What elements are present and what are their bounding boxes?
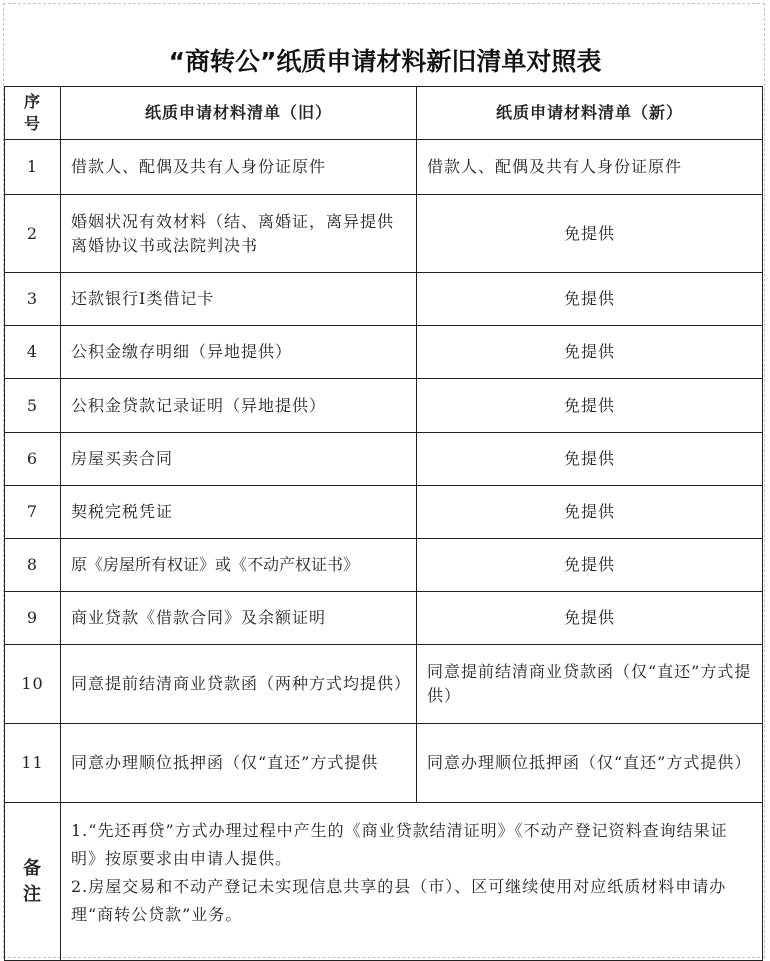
row-old: 同意提前结清商业贷款函（两种方式均提供） [61, 645, 417, 724]
table-row [5, 195, 763, 273]
header-new: 纸质申请材料清单（新） [417, 87, 763, 140]
row-new: 同意办理顺位抵押函（仅“直还”方式提供） [417, 724, 763, 803]
table-row [5, 140, 763, 195]
row-old: 婚姻状况有效材料（结、离婚证，离异提供离婚协议书或法院判决书 [61, 195, 417, 273]
row-old: 房屋买卖合同 [61, 433, 417, 486]
table-row [5, 273, 763, 326]
notes-label-line1: 备 [23, 857, 42, 879]
row-num: 7 [5, 486, 61, 539]
row-old: 公积金贷款记录证明（异地提供） [61, 379, 417, 433]
table-row [5, 539, 763, 592]
row-old: 契税完税凭证 [61, 486, 417, 539]
row-num: 11 [5, 724, 61, 803]
notes-label [5, 803, 61, 961]
table-row [5, 724, 763, 803]
row-num: 8 [5, 539, 61, 592]
header-seq [5, 87, 61, 140]
table-header-row [5, 87, 763, 140]
row-new: 免提供 [417, 592, 763, 645]
row-num: 10 [5, 645, 61, 724]
row-new: 免提供 [417, 195, 763, 273]
row-num: 2 [5, 195, 61, 273]
comparison-table [4, 86, 763, 961]
table-row [5, 592, 763, 645]
row-old: 还款银行Ⅰ类借记卡 [61, 273, 417, 326]
row-num: 5 [5, 379, 61, 433]
row-num: 4 [5, 326, 61, 379]
row-new: 免提供 [417, 326, 763, 379]
row-new: 免提供 [417, 539, 763, 592]
row-new: 免提供 [417, 486, 763, 539]
notes-label-line2: 注 [23, 883, 42, 905]
row-old: 原《房屋所有权证》或《不动产权证书》 [61, 539, 417, 592]
row-old: 借款人、配偶及共有人身份证原件 [61, 140, 417, 195]
row-old: 公积金缴存明细（异地提供） [61, 326, 417, 379]
table-row [5, 645, 763, 724]
row-num: 3 [5, 273, 61, 326]
row-old: 商业贷款《借款合同》及余额证明 [61, 592, 417, 645]
row-num: 1 [5, 140, 61, 195]
note-item-1: 1.“先还再贷”方式办理过程中产生的《商业贷款结清证明》《不动产登记资料查询结果证明》按原要求由申请人提供。 [71, 821, 728, 868]
header-old: 纸质申请材料清单（旧） [61, 87, 417, 140]
page-title: “商转公”纸质申请材料新旧清单对照表 [168, 47, 602, 76]
notes-row [5, 803, 763, 961]
table-row [5, 433, 763, 486]
row-new: 免提供 [417, 273, 763, 326]
row-old: 同意办理顺位抵押函（仅“直还”方式提供 [61, 724, 417, 803]
row-new: 同意提前结清商业贷款函（仅“直还”方式提供） [417, 645, 763, 724]
row-new: 借款人、配偶及共有人身份证原件 [417, 140, 763, 195]
header-seq-line2: 号 [23, 114, 41, 133]
row-num: 6 [5, 433, 61, 486]
header-seq-line1: 序 [23, 92, 41, 111]
row-new: 免提供 [417, 379, 763, 433]
table-row [5, 326, 763, 379]
notes-content [61, 803, 763, 961]
row-num: 9 [5, 592, 61, 645]
table-row [5, 486, 763, 539]
row-new: 免提供 [417, 433, 763, 486]
table-row [5, 379, 763, 433]
note-item-2: 2.房屋交易和不动产登记未实现信息共享的县（市）、区可继续使用对应纸质材料申请办理“商转公贷款”业务。 [71, 877, 727, 924]
